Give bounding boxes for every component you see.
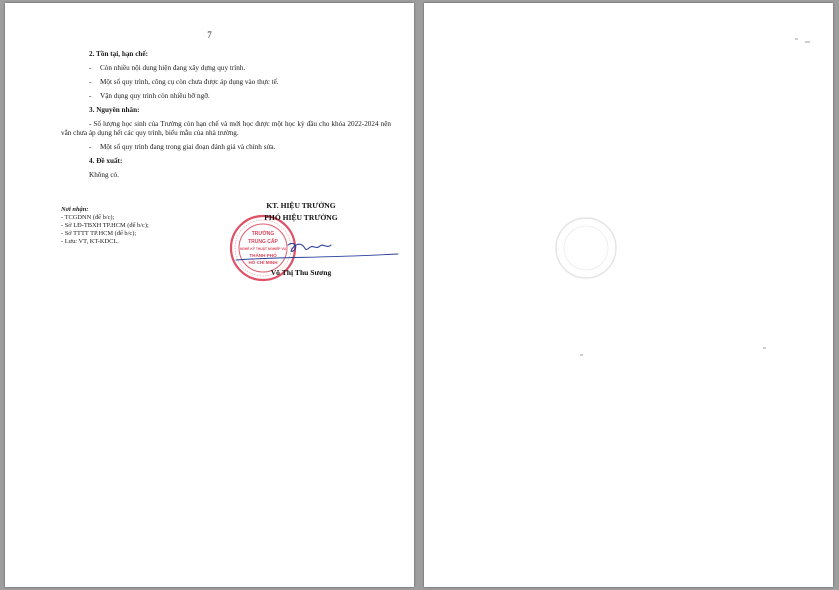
- list-item: - Một số quy trình đang trong giai đoạn đánh giá và chỉnh sửa.: [89, 143, 276, 151]
- recipient-item: - TCGDNN (để b/c);: [61, 214, 115, 221]
- svg-text:NGHỀ KỸ THUẬT NGHIỆP VỤ: NGHỀ KỸ THUẬT NGHIỆP VỤ: [239, 247, 287, 251]
- faint-seal-showthrough: [553, 215, 619, 281]
- scan-speck: [805, 41, 810, 43]
- recipients-title: Nơi nhận:: [61, 206, 89, 213]
- causes-paragraph: - Số lượng học sinh của Trường còn hạn chế và mới học được một học kỳ đầu cho khóa 2022-2024 nên vẫn chưa áp dụng hết các quy trình, biểu mẫu của nhà trường.: [61, 120, 391, 137]
- list-item: - Vận dụng quy trình còn nhiều bỡ ngỡ.: [89, 92, 210, 100]
- signature-title-line2: PHÓ HIỆU TRƯỞNG: [264, 213, 338, 222]
- signature-title-line1: KT. HIỆU TRƯỞNG: [266, 201, 336, 210]
- scan-speck: [580, 354, 583, 356]
- signer-name: Võ Thị Thu Sương: [270, 268, 332, 277]
- section-heading-limitations: 2. Tồn tại, hạn chế:: [89, 50, 148, 58]
- section-heading-causes: 3. Nguyên nhân:: [89, 106, 140, 114]
- proposal-text: Không có.: [89, 171, 119, 179]
- document-page-right: [424, 3, 833, 587]
- svg-text:TRUNG CẤP: TRUNG CẤP: [248, 239, 278, 245]
- recipients-block: [61, 206, 211, 246]
- signature-block: [226, 201, 376, 225]
- section-heading-proposal: 4. Đề xuất:: [89, 157, 123, 165]
- report-body: [61, 50, 391, 185]
- scan-speck: [795, 38, 798, 40]
- document-page-left: [5, 3, 414, 587]
- handwritten-signature: [232, 232, 402, 272]
- svg-text:HỒ CHÍ MINH: HỒ CHÍ MINH: [248, 260, 278, 265]
- list-item: - Còn nhiều nội dung hiện đang xây dựng quy trình.: [89, 64, 246, 72]
- svg-text:TRƯỜNG: TRƯỜNG: [251, 231, 275, 237]
- recipient-item: - Lưu: VT, KT-KDCL.: [61, 238, 119, 245]
- recipient-item: - Sở LĐ-TBXH TP.HCM (để b/c);: [61, 222, 149, 229]
- scan-speck: [763, 347, 766, 349]
- list-item: - Một số quy trình, công cụ còn chưa được áp dụng vào thực tế.: [89, 78, 279, 86]
- page-number: 7: [207, 30, 212, 40]
- svg-text:THÀNH PHỐ: THÀNH PHỐ: [249, 253, 277, 258]
- recipient-item: - Sở TTTT TP.HCM (để b/c);: [61, 230, 137, 237]
